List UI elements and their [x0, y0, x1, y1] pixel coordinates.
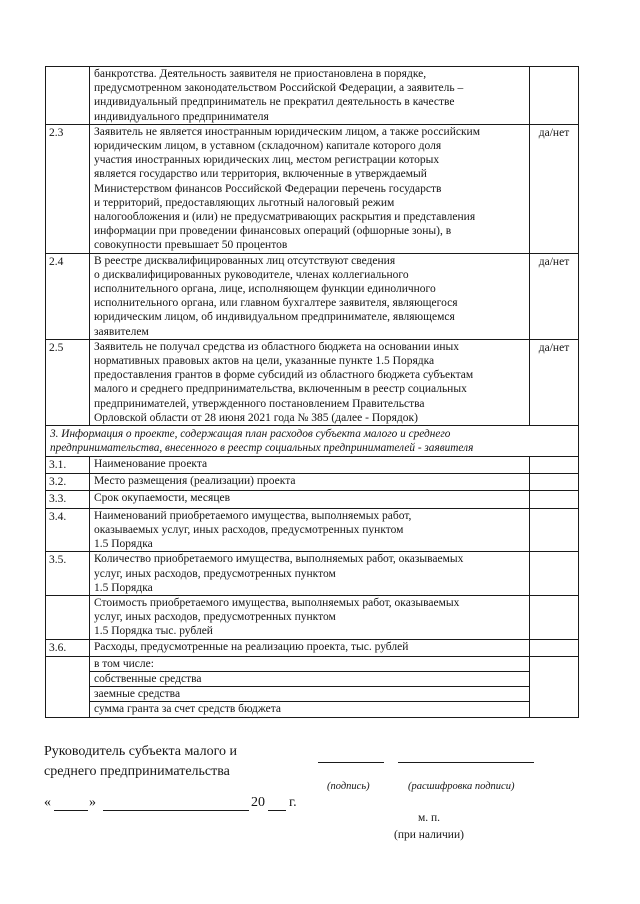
row-text-line: Стоимость приобретаемого имущества, выполняемых работ, оказываемых	[94, 596, 460, 609]
row-text-line: предусмотренном законодательством Российской Федерации, а заявитель –	[94, 82, 464, 95]
row-text-line: Заявитель не получал средства из областного бюджета на основании иных	[94, 340, 460, 353]
date-year-prefix: 20	[251, 795, 265, 810]
table-row	[46, 339, 578, 425]
row-text	[90, 340, 530, 425]
row-answer	[530, 640, 578, 656]
row-text-line: Министерством финансов Российской Федерации перечень государств	[94, 182, 442, 195]
date-year-line	[268, 810, 286, 811]
row-text	[90, 457, 530, 473]
row-answer	[530, 491, 578, 507]
signature-line	[318, 762, 384, 763]
row-number: 3.1.	[46, 457, 90, 473]
row-number: 3.4.	[46, 509, 90, 552]
signature-decode-line	[398, 762, 534, 763]
table-row	[46, 508, 578, 552]
row-text	[90, 125, 530, 253]
date-open-quote: «	[44, 795, 51, 810]
row-answer	[530, 457, 578, 473]
row-number: 3.6.	[46, 640, 90, 656]
row-text-line: совокупности превышает 50 процентов	[94, 239, 288, 252]
table-row	[46, 656, 578, 717]
row-answer: да/нет	[538, 126, 570, 139]
row-number: 2.5	[46, 340, 90, 425]
row-text-line: Заявитель не является иностранным юридическим лицом, а также российским	[94, 125, 480, 138]
row-text-line: В реестре дисквалифицированных лиц отсутствуют сведения	[94, 254, 396, 267]
row-text	[90, 254, 530, 339]
row-number	[46, 657, 90, 717]
row-number	[46, 67, 90, 124]
row-text-line: Количество приобретаемого имущества, выполняемых работ, оказываемых	[94, 553, 464, 566]
expense-breakdown-item: собственные средства	[90, 671, 529, 686]
table-row	[46, 67, 578, 124]
row-number: 2.4	[46, 254, 90, 339]
row-text-line: юридическим лицом, в уставном (складочном) капитале которого доля	[94, 140, 442, 153]
section-header-line: предпринимательства, внесенного в реестр социальных предпринимателей - заявителя	[50, 442, 474, 455]
row-answer: да/нет	[538, 341, 570, 354]
row-text-line: предпринимателей, утвержденного постановлением Правительства	[94, 397, 425, 410]
row-answer	[530, 67, 578, 124]
date-day-line	[54, 810, 88, 811]
table-row	[46, 456, 578, 473]
table-row	[46, 253, 578, 339]
row-text-line: налогообложения и (или) не предусматривающих раскрытия и представления	[94, 211, 476, 224]
row-text-line: и территорий, предоставляющих льготный налоговый режим	[94, 196, 395, 209]
row-text-line: 1.5 Порядка	[94, 538, 153, 551]
section-3-header	[46, 425, 578, 456]
expense-breakdown-list	[90, 657, 530, 717]
row-text-line: Наименований приобретаемого имущества, выполняемых работ,	[94, 509, 412, 522]
row-text-line: заявителем	[94, 325, 149, 338]
row-text-line: является государство или территория, включенные в утверждаемый	[94, 168, 427, 181]
row-text	[90, 596, 530, 639]
row-text	[90, 491, 530, 507]
row-text-line: услуг, иных расходов, предусмотренных пунктом	[94, 567, 336, 580]
row-text-line: нормативных правовых актов на цели, указанные пункте 1.5 Порядка	[94, 355, 435, 368]
stamp-note: (при наличии)	[394, 829, 464, 841]
signature-caption: (подпись)	[327, 781, 370, 792]
stamp-label: м. п.	[418, 812, 441, 824]
row-answer	[530, 509, 578, 552]
row-text-line: исполнительного органа, или главном бухгалтере заявителя, являющегося	[94, 297, 458, 310]
row-answer	[530, 596, 578, 639]
table-row	[46, 639, 578, 656]
table-row	[46, 551, 578, 595]
table-row	[46, 595, 578, 639]
signature-heading-line-1: Руководитель субъекта малого и	[44, 744, 237, 759]
row-text-line: индивидуального предпринимателя	[94, 110, 269, 123]
row-answer: да/нет	[538, 255, 570, 268]
row-answer	[530, 657, 578, 717]
row-text	[90, 640, 530, 656]
requirements-table	[45, 66, 579, 718]
row-number	[46, 596, 90, 639]
table-row	[46, 124, 578, 253]
row-text-line: Наименование проекта	[94, 458, 208, 471]
row-text-line: Расходы, предусмотренные на реализацию проекта, тыс. рублей	[94, 640, 409, 653]
row-text	[90, 474, 530, 490]
expense-breakdown-item: сумма гранта за счет средств бюджета	[90, 701, 529, 716]
row-number: 3.3.	[46, 491, 90, 507]
row-text-line: Место размещения (реализации) проекта	[94, 475, 296, 488]
row-text-line: 1.5 Порядка	[94, 581, 153, 594]
row-text	[90, 552, 530, 595]
row-text	[90, 67, 530, 124]
row-text-line: Орловской области от 28 июня 2021 года № 385 (далее - Порядок)	[94, 411, 418, 424]
expense-breakdown-item: заемные средства	[90, 686, 529, 701]
row-text-line: малого и среднего предпринимательства, включенным в реестр социальных	[94, 383, 467, 396]
row-number: 2.3	[46, 125, 90, 253]
row-text-line: 1.5 Порядка тыс. рублей	[94, 625, 213, 638]
row-text	[90, 509, 530, 552]
row-text-line: юридическим лицом, об индивидуальном предпринимателе, являющемся	[94, 311, 455, 324]
row-text-line: услуг, иных расходов, предусмотренных пунктом	[94, 611, 336, 624]
row-text-line: о дисквалифицированных руководителе, членах коллегиального	[94, 268, 409, 281]
date-month-line	[103, 810, 249, 811]
table-row	[46, 473, 578, 490]
row-text-line: информации при проведении финансовых операций (офшорные зоны), в	[94, 225, 452, 238]
row-text-line: участия иностранных юридических лиц, местом регистрации которых	[94, 154, 440, 167]
row-answer	[530, 474, 578, 490]
row-text-line: индивидуальный предприниматель не прекратил деятельность в качестве	[94, 96, 455, 109]
expense-breakdown-item: в том числе:	[94, 657, 154, 670]
row-number: 3.5.	[46, 552, 90, 595]
row-text-line: оказываемых услуг, иных расходов, предусмотренных пунктом	[94, 523, 404, 536]
signature-heading-line-2: среднего предпринимательства	[44, 764, 230, 779]
signature-decode-caption: (расшифровка подписи)	[408, 781, 515, 792]
row-text-line: исполнительного органа, лице, исполняющем функции единоличного	[94, 283, 436, 296]
section-header-line: 3. Информация о проекте, содержащая план расходов субъекта малого и среднего	[50, 428, 451, 441]
date-year-suffix: г.	[289, 795, 297, 810]
row-text-line: Срок окупаемости, месяцев	[94, 492, 231, 505]
row-text-line: банкротства. Деятельность заявителя не приостановлена в порядке,	[94, 68, 427, 80]
row-answer	[530, 552, 578, 595]
row-text-line: предоставления грантов в форме субсидий из областного бюджета субъектам	[94, 369, 474, 382]
row-number: 3.2.	[46, 474, 90, 490]
date-close-quote: »	[89, 795, 96, 810]
table-row	[46, 490, 578, 507]
